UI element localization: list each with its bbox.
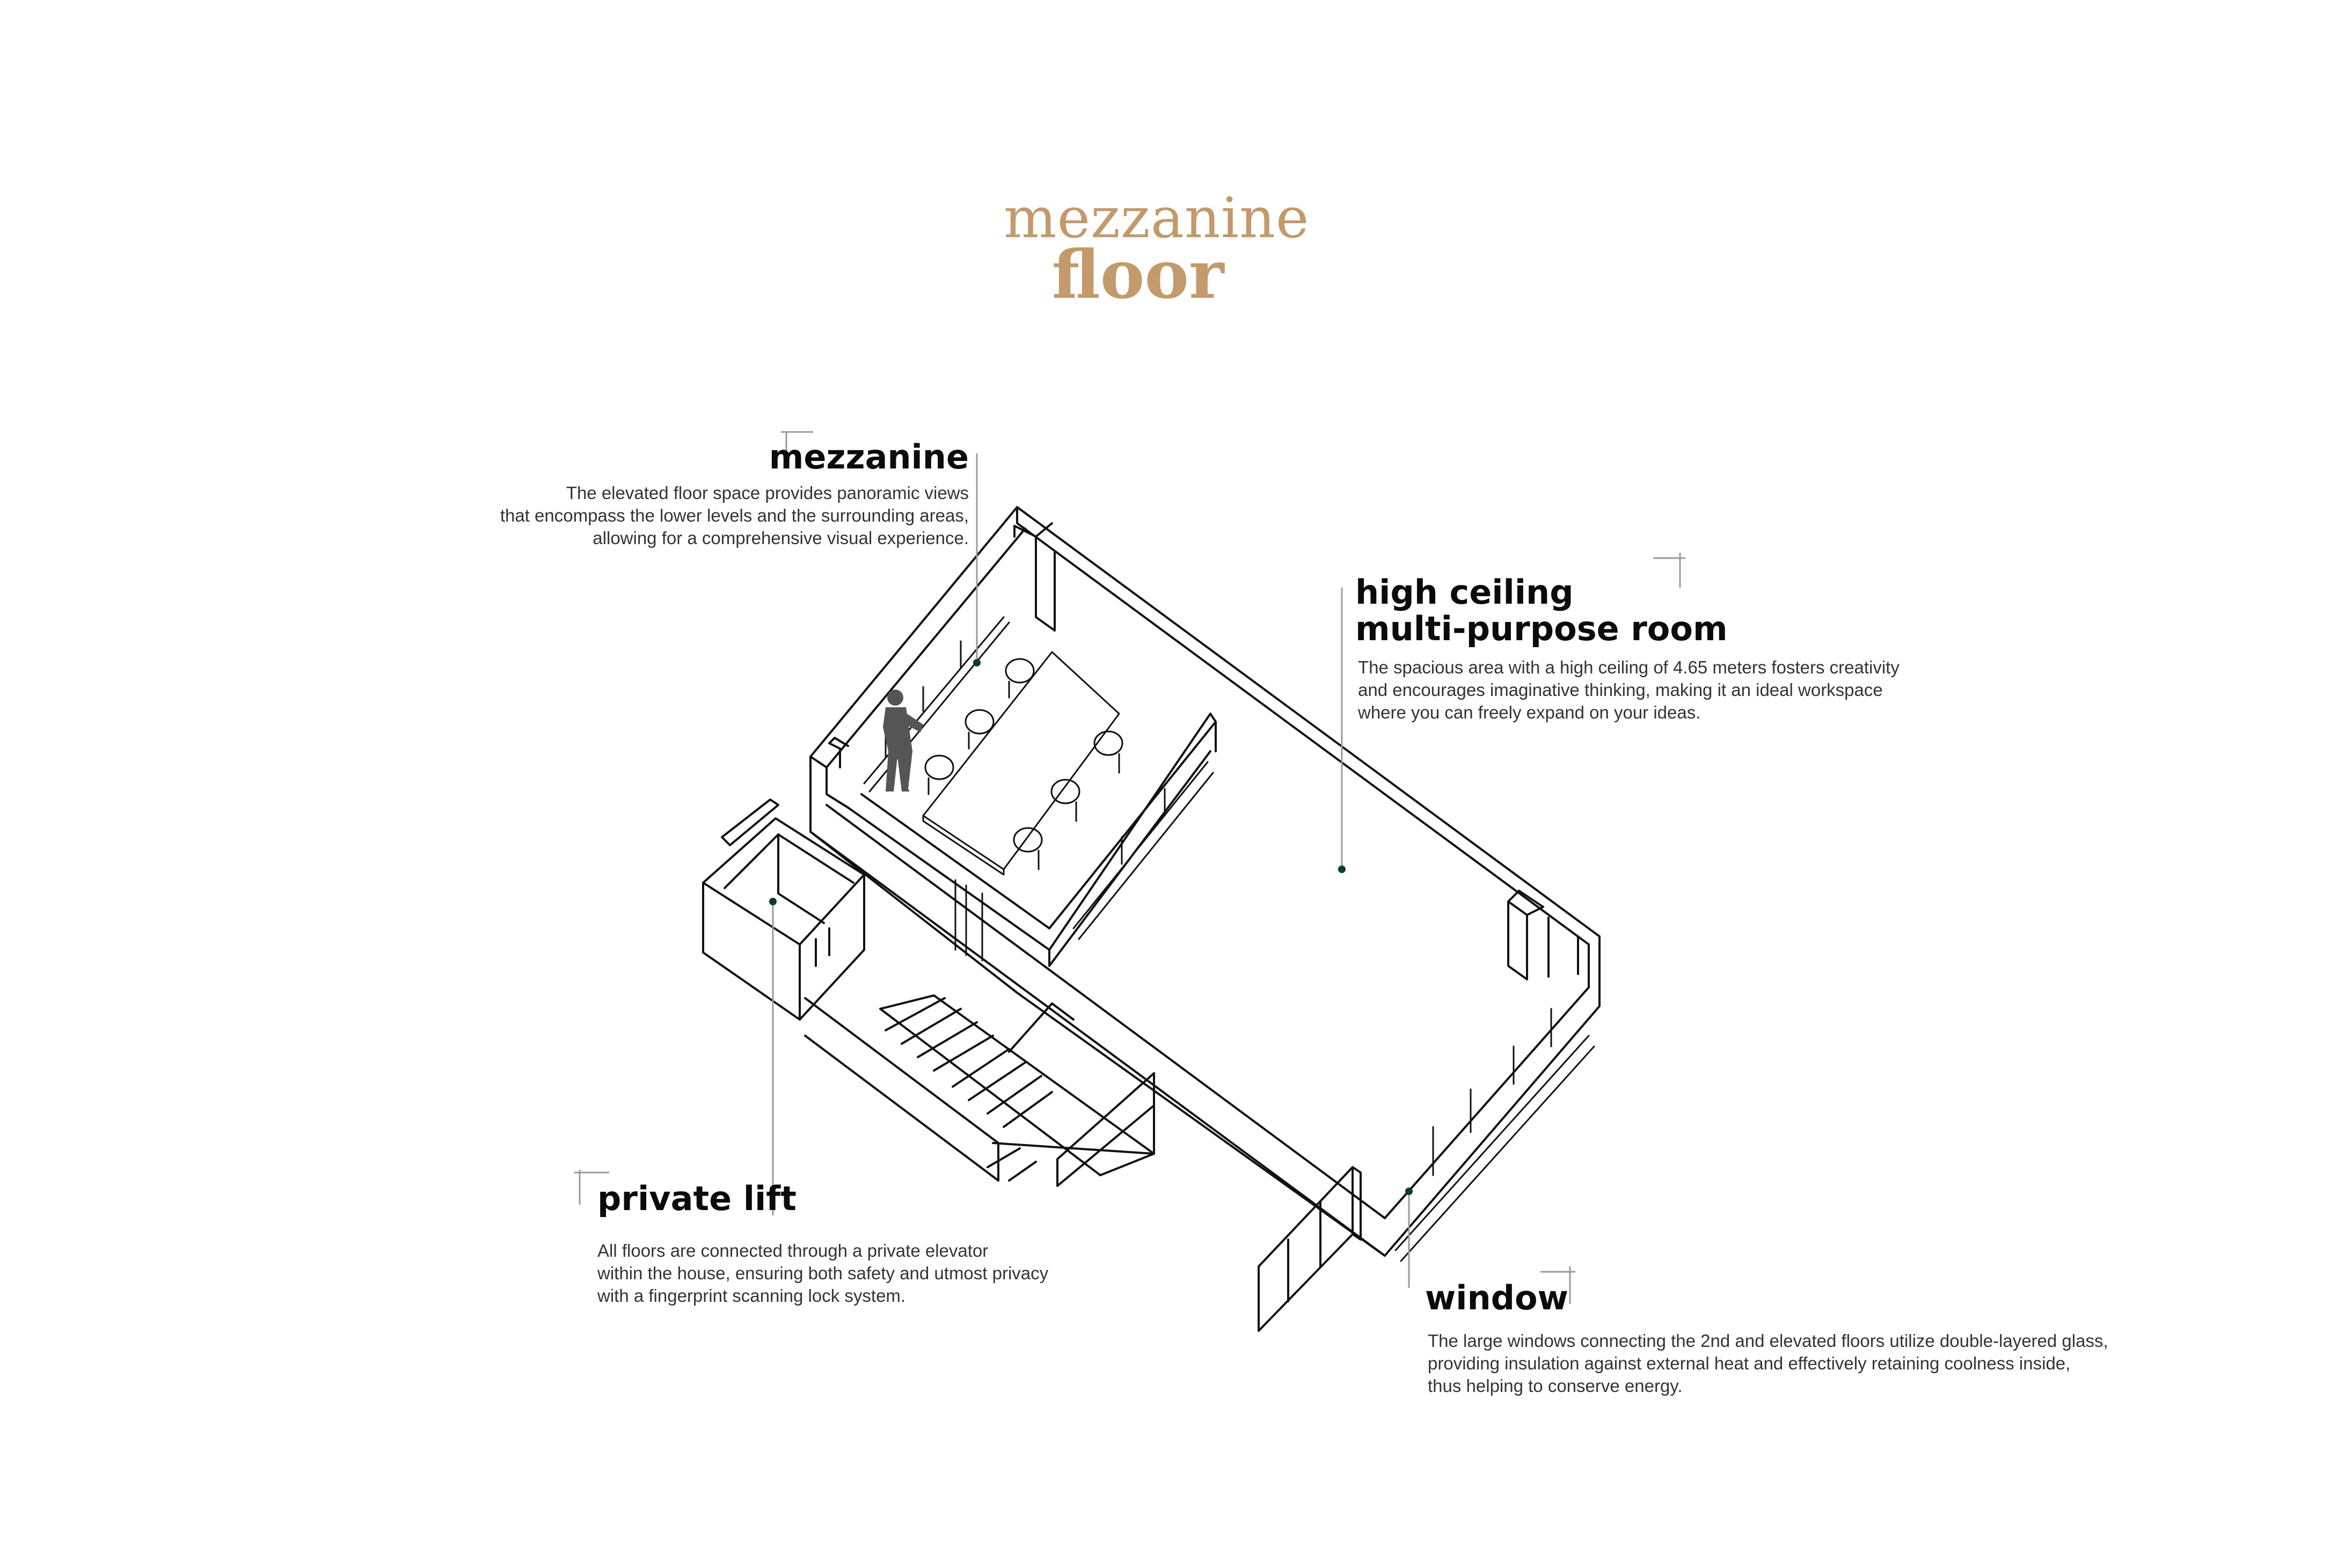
window-desc-line: The large windows connecting the 2nd and elevated floors utilize double-layered glass, <box>1428 1331 2108 1351</box>
high-ceiling-heading <box>1355 574 1728 647</box>
high-ceiling-desc-line: The spacious area with a high ceiling of 4.65 meters fosters creativity <box>1358 657 1900 677</box>
window-heading: window <box>1425 1278 1568 1317</box>
mezzanine-heading: mezzanine <box>769 437 969 477</box>
high-ceiling-desc-line: and encourages imaginative thinking, making it an ideal workspace <box>1358 680 1883 700</box>
window-description <box>1428 1330 2108 1397</box>
lift-shaft <box>703 800 864 1020</box>
high-ceiling-description <box>1358 656 1900 724</box>
mezzanine-desc-line: that encompass the lower levels and the surrounding areas, <box>500 505 969 525</box>
private-lift-heading: private lift <box>597 1179 797 1218</box>
private-lift-desc-line: with a fingerprint scanning lock system. <box>597 1286 906 1306</box>
private-lift-description <box>597 1240 1048 1307</box>
leader-lines <box>574 432 1685 1304</box>
high-ceiling-heading-line-1: high ceiling <box>1355 573 1574 612</box>
private-lift-desc-line: within the house, ensuring both safety and utmost privacy <box>597 1263 1049 1283</box>
mezzanine-desc-line: allowing for a comprehensive visual experience. <box>593 528 969 548</box>
high-ceiling-desc-line: where you can freely expand on your ideas. <box>1358 702 1701 722</box>
title-line-1: mezzanine <box>1004 185 1310 251</box>
mezzanine-description <box>432 482 969 549</box>
leader-dots <box>769 659 1413 1195</box>
high-ceiling-heading-line-2: multi-purpose room <box>1355 609 1728 649</box>
door-panels <box>1259 1167 1361 1331</box>
private-lift-desc-line: All floors are connected through a private elevator <box>597 1241 989 1261</box>
staircase <box>805 995 1154 1186</box>
window-desc-line: providing insulation against external heat and effectively retaining coolness inside, <box>1428 1353 2071 1373</box>
window-desc-line: thus helping to conserve energy. <box>1428 1376 1683 1396</box>
mezzanine-desc-line: The elevated floor space provides panoramic views <box>566 483 969 503</box>
title-line-2: floor <box>1051 236 1224 314</box>
person-figure <box>883 690 923 792</box>
